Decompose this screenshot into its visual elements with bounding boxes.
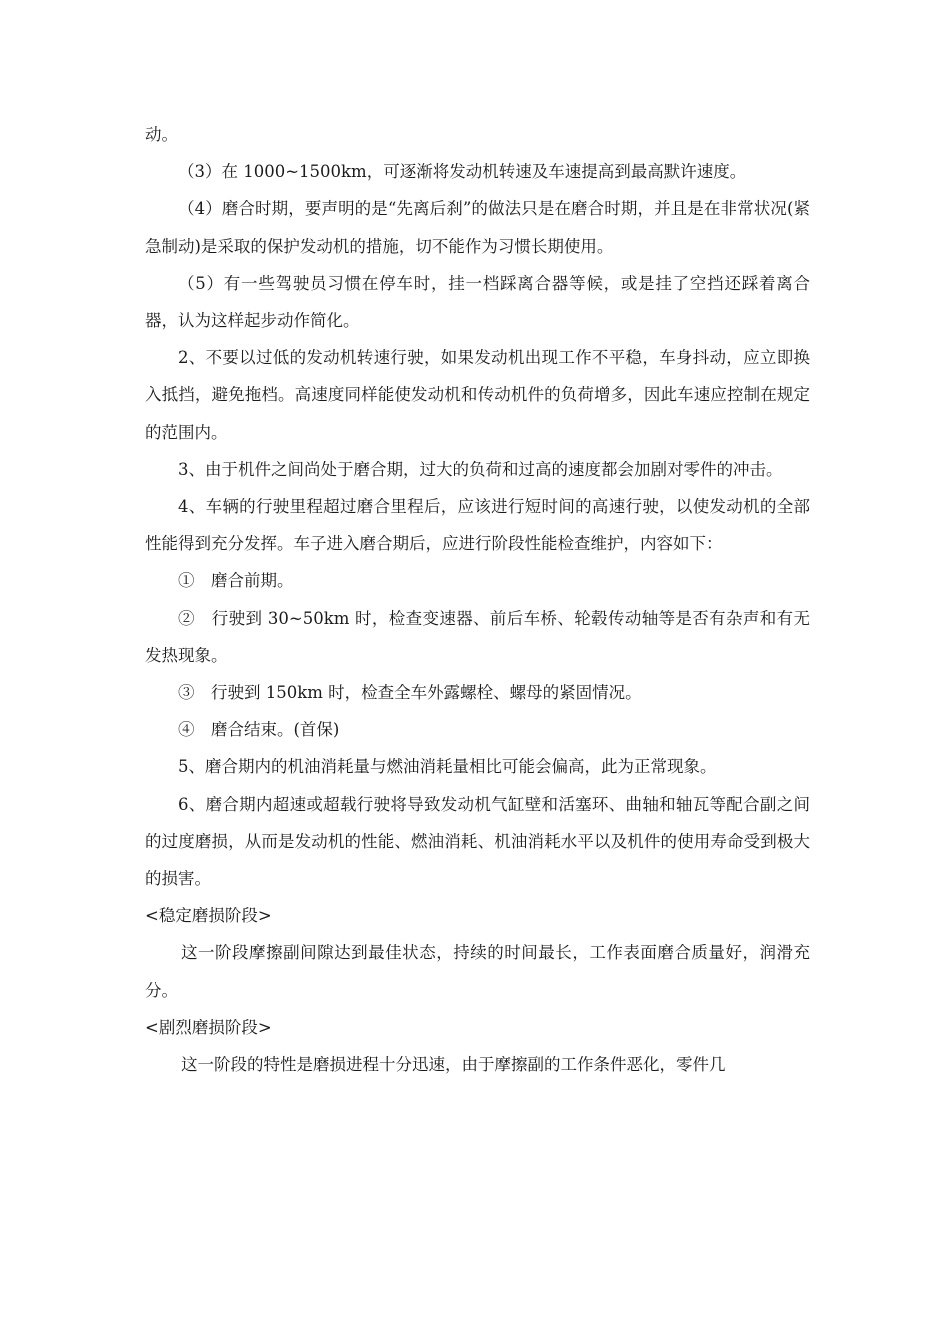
paragraph-item-5: （5）有一些驾驶员习惯在停车时，挂一档踩离合器等候，或是挂了空挡还踩着离合器，认为这样起步动作简化。 xyxy=(145,273,810,331)
section-heading-severe-wear: <剧烈磨损阶段> xyxy=(145,1017,272,1037)
list-item-circle-3: ③ 行驶到 150km 时，检查全车外露螺栓、螺母的紧固情况。 xyxy=(178,683,642,703)
document-body xyxy=(145,116,810,1083)
paragraph-point-5: 5、磨合期内的机油消耗量与燃油消耗量相比可能会偏高，此为正常现象。 xyxy=(178,757,717,777)
list-item-circle-2: ② 行驶到 30~50km 时，检查变速器、前后车桥、轮毂传动轴等是否有杂声和有无发热现象。 xyxy=(145,608,810,665)
paragraph-continuation: 动。 xyxy=(145,125,178,144)
paragraph-item-4: （4）磨合时期，要声明的是“先离后刹”的做法只是在磨合时期，并且是在非常状况(紧急制动)是采取的保护发动机的措施，切不能作为习惯长期使用。 xyxy=(145,199,810,256)
list-item-circle-1: ① 磨合前期。 xyxy=(178,571,294,591)
paragraph-stable-wear: 这一阶段摩擦副间隙达到最佳状态，持续的时间最长，工作表面磨合质量好，润滑充分。 xyxy=(145,943,810,1000)
list-item-circle-4: ④ 磨合结束。(首保) xyxy=(178,720,340,740)
paragraph-point-2: 2、不要以过低的发动机转速行驶，如果发动机出现工作不平稳，车身抖动，应立即换入抵挡，避免拖档。高速度同样能使发动机和传动机件的负荷增多，因此车速应控制在规定的范围内。 xyxy=(145,348,810,442)
paragraph-point-3: 3、由于机件之间尚处于磨合期，过大的负荷和过高的速度都会加剧对零件的冲击。 xyxy=(178,459,783,479)
paragraph-point-6: 6、磨合期内超速或超载行驶将导致发动机气缸壁和活塞环、曲轴和轴瓦等配合副之间的过度磨损，从而是发动机的性能、燃油消耗、机油消耗水平以及机件的使用寿命受到极大的损害。 xyxy=(145,794,810,889)
paragraph-item-3: （3）在 1000~1500km，可逐渐将发动机转速及车速提高到最高默许速度。 xyxy=(178,162,747,182)
paragraph-severe-wear: 这一阶段的特性是磨损进程十分迅速，由于摩擦副的工作条件恶化，零件几 xyxy=(181,1055,726,1075)
section-heading-stable-wear: <稳定磨损阶段> xyxy=(145,906,272,926)
paragraph-point-4: 4、车辆的行驶里程超过磨合里程后，应该进行短时间的高速行驶，以使发动机的全部性能得到充分发挥。车子进入磨合期后，应进行阶段性能检查维护，内容如下： xyxy=(145,497,810,554)
